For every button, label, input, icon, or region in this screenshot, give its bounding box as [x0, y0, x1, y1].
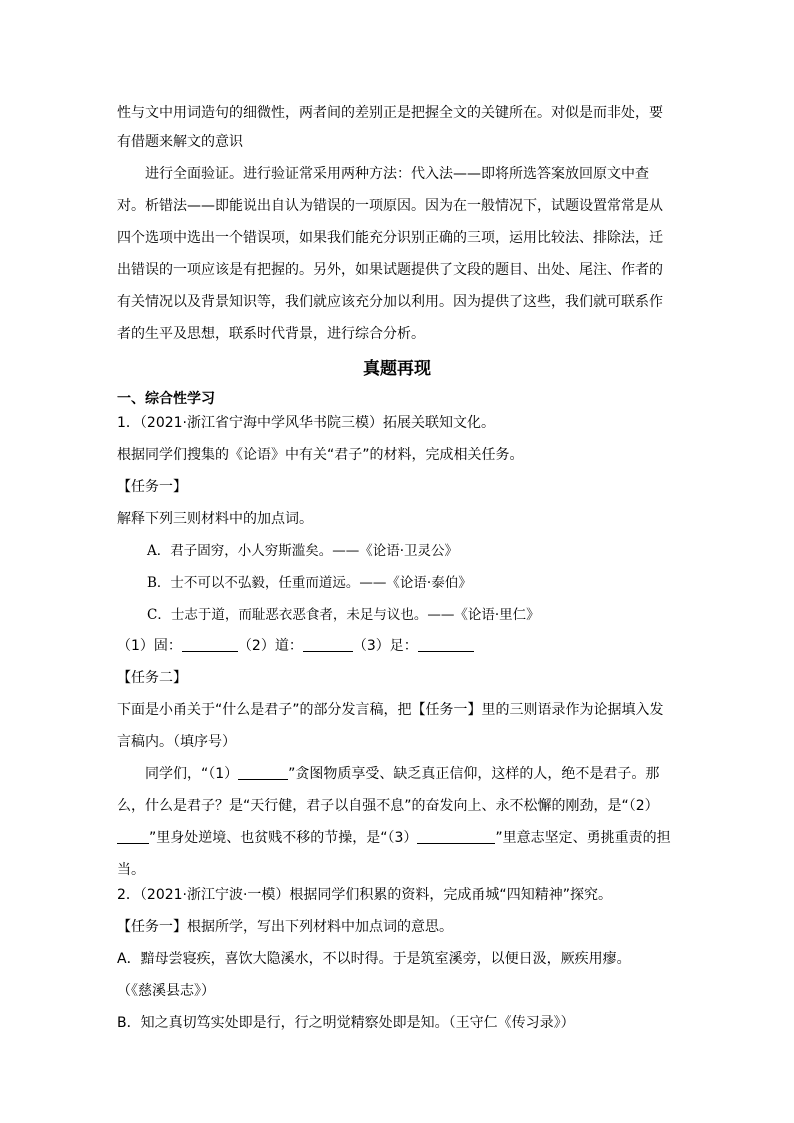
q2-item-a-source: （《慈溪县志》）: [117, 983, 215, 999]
q1-intro: 根据同学们搜集的《论语》中有关“君子”的材料，完成相关任务。: [117, 447, 524, 463]
speech-part-c: ”里身处逆境、也贫贱不移的节操，是“（3）: [149, 830, 418, 846]
q2-stem: 2．（2021·浙江宁波·一模）根据同学们积累的资料，完成甬城“四知精神”探究。: [117, 887, 612, 903]
q2-task1: 【任务一】根据所学，写出下列材料中加点词的意思。: [117, 919, 453, 935]
q1-quote-c: C．士志于道，而耻恶衣恶食者，未足与议也。——《论语·里仁》: [147, 607, 540, 623]
speech-part-b: ”贪图物质享受、缺乏真正信仰，这样的人，绝不是君子。那: [288, 766, 660, 782]
speech-line-1: [145, 764, 659, 784]
q1-quote-a: A．君子固穷，小人穷斯滥矣。——《论语·卫灵公》: [147, 543, 459, 559]
intro-line-5: 四个选项中选出一个错误项，如果我们能充分识别正确的三项，运用比较法、排除法，迁: [117, 230, 663, 246]
speech-part-d: ”里意志坚定、勇挑重责的担: [495, 830, 671, 846]
intro-line-1: 性与文中用词造句的细微性，两者间的差别正是把握全文的关键所在。对似是而非处，要: [117, 105, 663, 121]
q1-task2-heading: 【任务二】: [117, 670, 187, 686]
intro-line-3: 进行全面验证。进行验证常采用两种方法：代入法——即将所选答案放回原文中查: [145, 166, 649, 182]
blank-label-3: （3）足：: [352, 638, 418, 654]
speech-blank-2[interactable]: [117, 828, 149, 844]
speech-part-a: 同学们，“（1）: [145, 766, 239, 782]
q1-blanks-row: [117, 636, 474, 656]
speech-line-3: [117, 828, 671, 848]
q1-task1-heading: 【任务一】: [117, 479, 187, 495]
q2-item-b: B．知之真切笃实处即是行，行之明觉精察处即是知。（王守仁《传习录》）: [117, 1015, 575, 1031]
section-title: 真题再现: [363, 359, 431, 379]
q1-stem: 1．（2021·浙江省宁海中学风华书院三模）拓展关联知文化。: [117, 415, 495, 431]
q1-task2-line-1: 下面是小甬关于“什么是君子”的部分发言稿，把【任务一】里的三则语录作为论据填入发: [117, 702, 664, 718]
q2-item-a: A．黯母尝寝疾，喜饮大隐溪水，不以时得。于是筑室溪旁，以便日汲，厥疾用瘳。: [117, 951, 631, 967]
intro-line-8: 者的生平及思想，联系时代背景，进行综合分析。: [117, 326, 425, 342]
speech-line-2: 么，什么是君子？是“天行健，君子以自强不息”的奋发向上、永不松懈的刚劲，是“（2）: [117, 798, 659, 814]
speech-blank-3[interactable]: [417, 828, 495, 844]
q1-task2-line-2: 言稿内。（填序号）: [117, 734, 236, 750]
q1-task1-desc: 解释下列三则材料中的加点词。: [117, 511, 313, 527]
answer-blank-1[interactable]: [182, 636, 238, 652]
blank-label-1: （1）固：: [117, 638, 182, 654]
subsection-heading: 一、综合性学习: [117, 391, 215, 407]
blank-label-2: （2）道：: [237, 638, 303, 654]
intro-line-4: 对。析错法——即能说出自认为错误的一项原因。因为在一般情况下，试题设置常常是从: [117, 198, 663, 214]
answer-blank-2[interactable]: [303, 636, 353, 652]
intro-line-7: 有关情况以及背景知识等，我们就应该充分加以利用。因为提供了这些，我们就可联系作: [117, 294, 663, 310]
speech-blank-1[interactable]: [238, 764, 288, 780]
speech-line-4: 当。: [117, 862, 145, 878]
q1-quote-b: B．士不可以不弘毅，任重而道远。——《论语·泰伯》: [147, 575, 472, 591]
intro-line-6: 出错误的一项应该是有把握的。另外，如果试题提供了文段的题目、出处、尾注、作者的: [117, 262, 663, 278]
intro-line-2: 有借题来解文的意识: [117, 134, 243, 150]
answer-blank-3[interactable]: [418, 636, 474, 652]
